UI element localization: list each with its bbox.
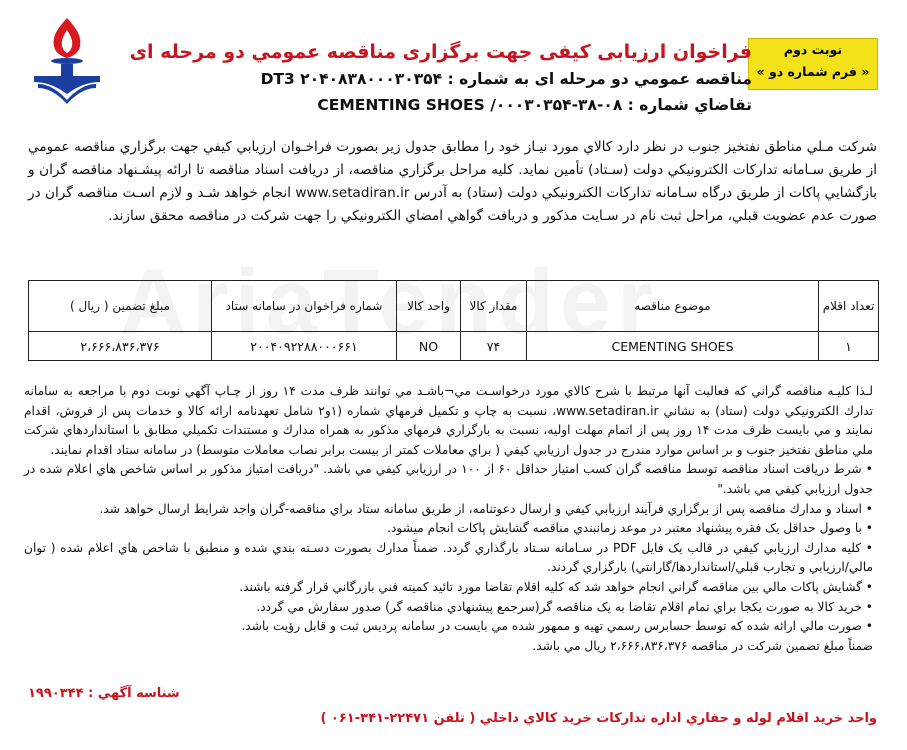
col-guarantee: مبلغ تضمين ( ريال ) (29, 281, 212, 332)
col-subject: موضوع مناقصه (527, 281, 819, 332)
conditions-body (24, 382, 873, 656)
badge-line2: « فرم شماره دو » (756, 64, 870, 79)
bullet-item: • صورت مالي ارائه شده كه توسط حسابرس رسمي تهيه و ممهور شده مي بايست در سامانه پرديس ثبت و قابل رؤيت باشد. (241, 619, 873, 634)
intro-paragraph: شركت مـلي مناطق نفتخيز جنوب در نظر دارد كالاي مورد نيـاز خود را مطابق جدول زير بصورت فراخـوان ارزيابي كيفي جهت برگزاري مناقصه عمومي از طريق سـامانه تداركات الكترونيكي دولت (سـتاد) تأمين نمايد. كليه مراحل برگزاري مناقصه، از دريافت اسناد مناقصه تا ارائه پيشـنهاد مناقصه گران و بازگشايي پاكات از طريق درگاه سـامانه تداركات الكترونيكي دولت (ستاد) به آدرس www.setadiran.ir انجام خواهد شـد و لازم اسـت مناقصه گران در صورت عدم عضويت قبلي، مراحل ثبت نام در سـايت مذكور و دريافت گواهي امضاي الكترونيكي را جهت شركت در مناقصه محقق سازند. (28, 139, 877, 224)
second-notice-badge (748, 38, 878, 90)
cell-unit: NO (397, 332, 461, 361)
bullet-item: • گشايش پاكات مالي بين مناقصه گراني انجام خواهد شد كه كليه اقلام تقاضا مورد تائيد كميته فني بازرگاني قرار گرفته باشند. (239, 579, 873, 594)
notice-title: فراخوان ارزيابی كيفی جهت برگزاری مناقصه عمومي دو مرحله ای (129, 41, 752, 63)
table-header-row (29, 281, 879, 332)
bullet-item: • شرط دريافت اسناد مناقصه توسط مناقصه گران كسب امتياز حداقل ۶۰ از ۱۰۰ در ارزيابي كيفي مي باشد. "دريافت امتياز مذكور بر اساس شاخص هاي اعلام شده در جدول ارزيابي كيفي مي باشد." (24, 462, 873, 496)
closing-note: ضمناً مبلغ تضمين شركت در مناقصه ۲،۶۶۶،۸۳۶،۳۷۶ ريال مي باشد. (532, 638, 873, 653)
bullet-item: • با وصول حداقل يک فقره پيشنهاد معتبر در موعد زمانبندي مناقصه گشايش پاكات انجام ميشود. (387, 521, 873, 536)
bullet-item: • اسناد و مدارك مناقصه پس از برگزاري فرآيند ارزيابي كيفي و ارسال دعوتنامه، از طريق سامانه ستاد براي مناقصه-گران واجد شرايط ارسال خواهد شد. (99, 501, 873, 516)
cell-item-count: ۱ (819, 332, 879, 361)
ad-id: شناسه آگهي : ۱۹۹۰۳۴۴ (28, 686, 180, 701)
bullet-item: • كليه مدارك ارزيابي كيفي در قالب يک فايل PDF در سـامانه سـتاد بارگذاري گردد. ضمناً مدارك بصورت دسـته بندي شده و منطبق با شاخص هاي اعلام شده ( توان مالي/ارزيابي و تجارب قبلي/استانداردها/گارانتي) بارگزاري گردند. (24, 540, 873, 575)
cell-subject: CEMENTING SHOES (527, 332, 819, 361)
cell-setad-number: ۲۰۰۴۰۹۲۲۸۸۰۰۰۶۶۱ (212, 332, 397, 361)
bullet-item: • خريد كالا به صورت يكجا براي تمام اقلام تقاضا به يک مناقصه گر(سرجمع پيشنهادي مناقصه گر) صدور سفارش مي گردد. (256, 599, 873, 614)
col-item-count: تعداد اقلام (819, 281, 879, 332)
tender-table (28, 280, 879, 361)
col-quantity: مقدار كالا (461, 281, 527, 332)
tender-number: مناقصه عمومي دو مرحله ای به شماره : DT3 ۲۰۴۰۸۳۸۰۰۰۳۰۳۵۴ (260, 70, 752, 88)
table-row (29, 332, 879, 361)
col-unit: واحد كالا (397, 281, 461, 332)
request-number: تقاضاي شماره : ۰۸-۳۸-۰۰۰۳۰۳۵۴/ CEMENTING SHOES (317, 96, 752, 114)
footer-contact: واحد خريد اقلام لوله و حفاري اداره تداركات خريد كالاي داخلي ( تلفن ۲۲۴۷۱-۳۴۱-۰۶۱ ) (320, 711, 877, 726)
nioc-flame-logo-icon (28, 14, 106, 106)
cell-guarantee: ۲،۶۶۶،۸۳۶،۳۷۶ (29, 332, 212, 361)
conditions-paragraph: لـذا كليـه مناقصه گراني كه فعاليت آنها مرتبط با شرح كالاي مورد درخواسـت مي¬باشـد مي توانند ظرف مدت ۱۴ روز از چـاپ آگهي نوبت دوم با مراجعه به سامانه تدارك الكترونيكي دولت (ستاد) به نشاني www.setadiran.ir، نسبت به چاپ و تكميل فرمهاي شماره (۱و۲ شامل تعهدنامه ارائه كالا و خدمات پس از فروش، اقدام نمايند و مي بايست ظرف مدت ۱۴ روز پس از اتمام مهلت اوليه، نسبت به بارگزاري فرمهاي مذكور به همراه مدارك و مستندات تكميلي مطابق با استانداردهاي شركت ملي مناطق نفتخيز جنوب و بر اساس موارد مندرج در جدول ارزيابي كيفي ( براي معاملات كمتر از بيست برابر نصاب معاملات متوسط) در سامانه ستاد اقدام نمايند. (24, 384, 874, 457)
col-setad-number: شماره فراخوان در سامانه ستاد (212, 281, 397, 332)
cell-quantity: ۷۴ (461, 332, 527, 361)
badge-line1: نوبت دوم (783, 42, 843, 57)
